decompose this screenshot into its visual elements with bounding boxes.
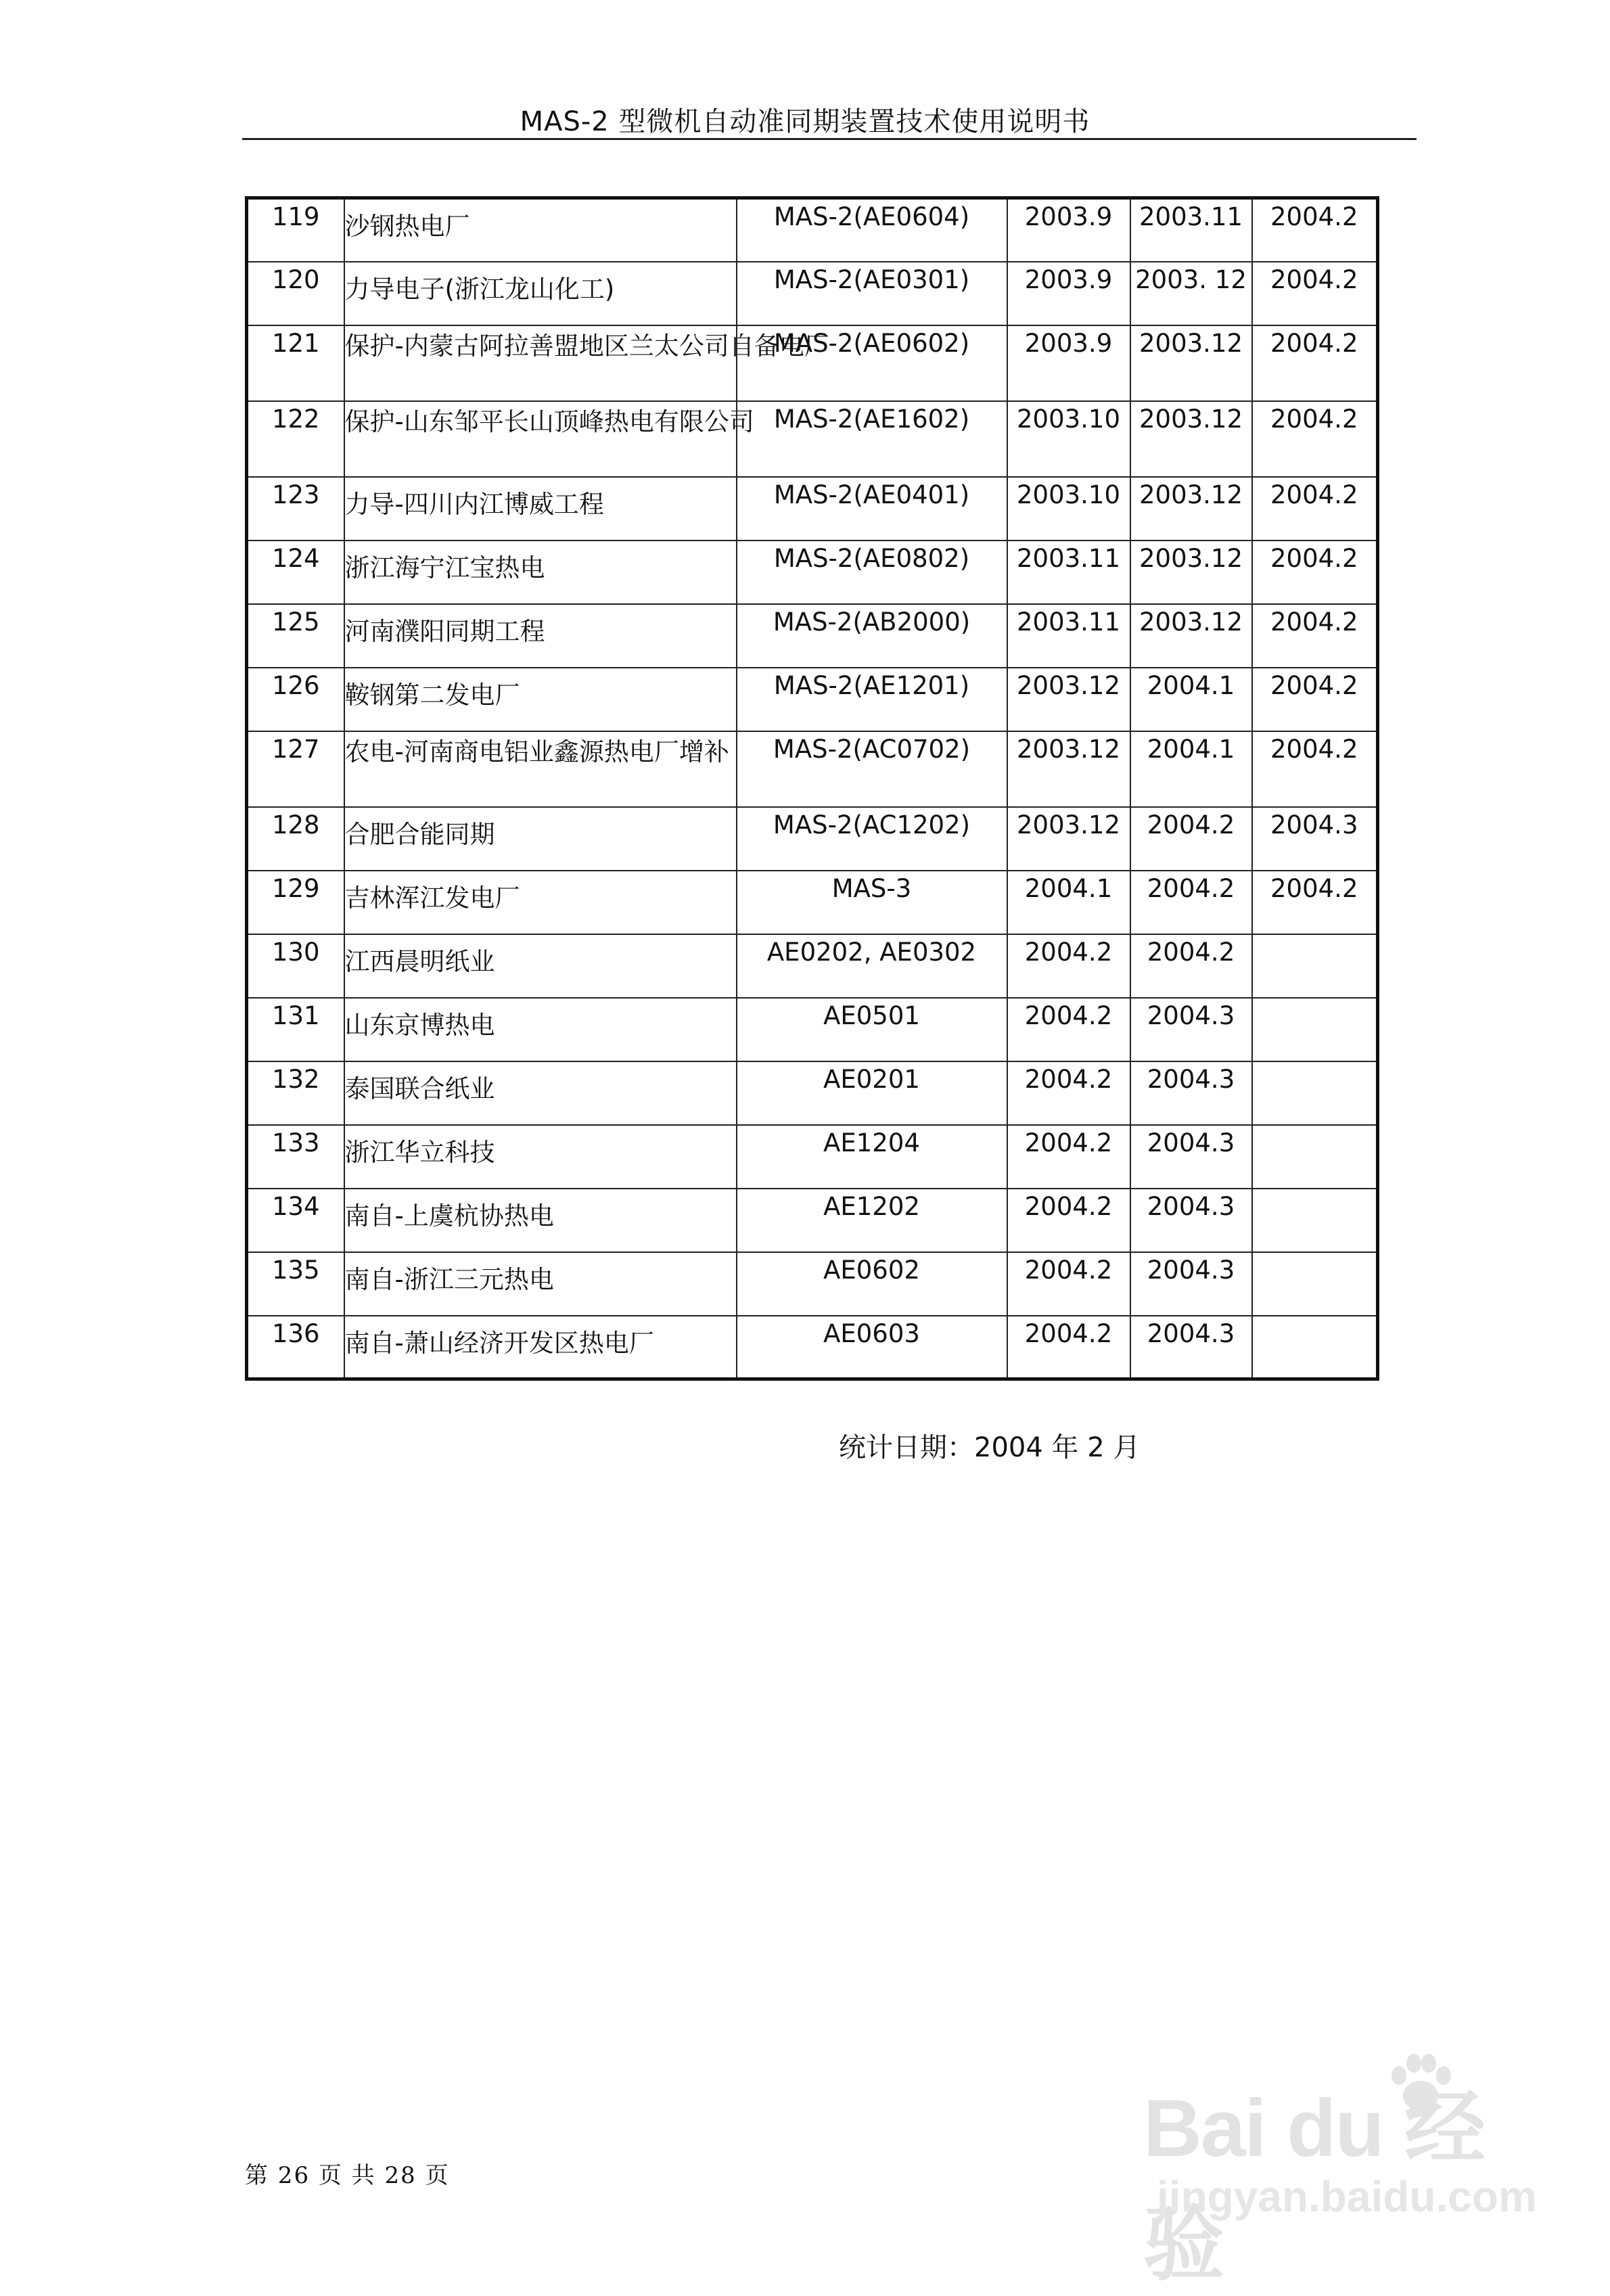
row-date-1: 2003.11 (1007, 604, 1130, 668)
table-row (247, 541, 1378, 604)
table-row (247, 871, 1378, 934)
statistics-date: 统计日期：2004 年 2 月 (839, 1432, 1141, 1463)
row-project-name: 保护-山东邹平长山顶峰热电有限公司 (344, 401, 737, 477)
row-date-2: 2004.2 (1130, 871, 1252, 934)
row-date-2: 2003. 12 (1130, 262, 1252, 325)
table-row (247, 1316, 1378, 1379)
row-number: 122 (247, 401, 344, 477)
row-device-model: MAS-2(AE0401) (737, 477, 1007, 541)
row-device-model: MAS-2(AE1602) (737, 401, 1007, 477)
row-device-model: MAS-2(AE0604) (737, 198, 1007, 262)
row-number: 127 (247, 731, 344, 807)
row-number: 132 (247, 1061, 344, 1125)
baidu-jingyan-watermark (1143, 2063, 1537, 2290)
row-date-1: 2004.2 (1007, 1061, 1130, 1125)
row-project-name: 江西晨明纸业 (344, 934, 737, 998)
row-device-model: AE0201 (737, 1061, 1007, 1125)
row-number: 130 (247, 934, 344, 998)
row-project-name: 山东京博热电 (344, 998, 737, 1061)
row-date-1: 2003.9 (1007, 262, 1130, 325)
table-row (247, 668, 1378, 731)
row-device-model: MAS-2(AE0301) (737, 262, 1007, 325)
row-date-1: 2004.2 (1007, 1125, 1130, 1189)
table-row (247, 807, 1378, 871)
table-row (247, 1189, 1378, 1252)
row-number: 133 (247, 1125, 344, 1189)
document-title: MAS-2 型微机自动准同期装置技术使用说明书 (520, 106, 1090, 137)
row-device-model: MAS-2(AE1201) (737, 668, 1007, 731)
row-date-3: 2004.2 (1252, 401, 1378, 477)
row-number: 121 (247, 325, 344, 401)
row-date-1: 2003.12 (1007, 668, 1130, 731)
row-date-3: 2004.2 (1252, 198, 1378, 262)
row-project-name: 吉林浑江发电厂 (344, 871, 737, 934)
row-number: 134 (247, 1189, 344, 1252)
table-row (247, 998, 1378, 1061)
row-device-model: MAS-2(AB2000) (737, 604, 1007, 668)
row-date-2: 2004.3 (1130, 998, 1252, 1061)
row-project-name: 沙钢热电厂 (344, 198, 737, 262)
row-number: 119 (247, 198, 344, 262)
row-device-model: AE1204 (737, 1125, 1007, 1189)
row-date-2: 2003.12 (1130, 477, 1252, 541)
row-project-name: 力导-四川内江博威工程 (344, 477, 737, 541)
row-device-model: AE0603 (737, 1316, 1007, 1379)
table-row (247, 1061, 1378, 1125)
row-date-3: 2004.2 (1252, 668, 1378, 731)
row-date-1: 2004.2 (1007, 934, 1130, 998)
row-number: 131 (247, 998, 344, 1061)
table-row (247, 477, 1378, 541)
row-project-name: 鞍钢第二发电厂 (344, 668, 737, 731)
row-date-1: 2003.10 (1007, 401, 1130, 477)
row-date-2: 2004.3 (1130, 1189, 1252, 1252)
watermark-url: jingyan.baidu.com (1157, 2172, 1537, 2221)
row-date-2: 2004.1 (1130, 668, 1252, 731)
row-date-1: 2003.11 (1007, 541, 1130, 604)
table-row (247, 262, 1378, 325)
row-number: 124 (247, 541, 344, 604)
row-project-name: 泰国联合纸业 (344, 1061, 737, 1125)
row-device-model: AE0501 (737, 998, 1007, 1061)
row-date-2: 2003.12 (1130, 541, 1252, 604)
row-number: 120 (247, 262, 344, 325)
row-device-model: AE0602 (737, 1252, 1007, 1316)
row-date-2: 2003.12 (1130, 325, 1252, 401)
row-device-model: MAS-2(AE0602) (737, 325, 1007, 401)
page-number: 第 26 页 共 28 页 (245, 2162, 450, 2189)
row-project-name: 农电-河南商电铝业鑫源热电厂增补 (344, 731, 737, 807)
row-date-2: 2003.12 (1130, 401, 1252, 477)
row-date-1: 2003.9 (1007, 325, 1130, 401)
row-date-1: 2004.2 (1007, 1189, 1130, 1252)
row-date-3: 2004.2 (1252, 262, 1378, 325)
row-date-3: 2004.2 (1252, 731, 1378, 807)
table-row (247, 1252, 1378, 1316)
table-row (247, 604, 1378, 668)
header-divider (242, 138, 1417, 140)
row-device-model: MAS-2(AE0802) (737, 541, 1007, 604)
row-date-3 (1252, 1252, 1378, 1316)
watermark-brand: Bai du 经验 (1143, 2083, 1485, 2290)
row-device-model: AE1202 (737, 1189, 1007, 1252)
row-date-2: 2003.12 (1130, 604, 1252, 668)
row-date-1: 2003.10 (1007, 477, 1130, 541)
row-date-3 (1252, 1125, 1378, 1189)
row-number: 135 (247, 1252, 344, 1316)
row-date-2: 2004.2 (1130, 934, 1252, 998)
table-row (247, 198, 1378, 262)
row-date-3 (1252, 998, 1378, 1061)
row-date-3: 2004.3 (1252, 807, 1378, 871)
row-device-model: MAS-2(AC0702) (737, 731, 1007, 807)
row-project-name: 保护-内蒙古阿拉善盟地区兰太公司自备电厂 (344, 325, 737, 401)
row-number: 128 (247, 807, 344, 871)
row-date-1: 2003.12 (1007, 731, 1130, 807)
row-device-model: MAS-2(AC1202) (737, 807, 1007, 871)
table-row (247, 1125, 1378, 1189)
row-project-name: 浙江海宁江宝热电 (344, 541, 737, 604)
table-row (247, 934, 1378, 998)
row-date-3: 2004.2 (1252, 325, 1378, 401)
row-device-model: MAS-3 (737, 871, 1007, 934)
row-date-2: 2004.3 (1130, 1125, 1252, 1189)
row-number: 136 (247, 1316, 344, 1379)
row-date-2: 2004.1 (1130, 731, 1252, 807)
row-device-model: AE0202, AE0302 (737, 934, 1007, 998)
row-date-3 (1252, 1316, 1378, 1379)
row-date-3 (1252, 1189, 1378, 1252)
row-date-3: 2004.2 (1252, 477, 1378, 541)
installation-record-table (245, 196, 1379, 1381)
row-date-2: 2003.11 (1130, 198, 1252, 262)
row-number: 126 (247, 668, 344, 731)
row-date-3: 2004.2 (1252, 604, 1378, 668)
row-date-2: 2004.2 (1130, 807, 1252, 871)
row-date-2: 2004.3 (1130, 1252, 1252, 1316)
row-date-1: 2004.2 (1007, 998, 1130, 1061)
row-date-1: 2004.2 (1007, 1316, 1130, 1379)
row-project-name: 浙江华立科技 (344, 1125, 737, 1189)
row-number: 123 (247, 477, 344, 541)
row-date-1: 2003.9 (1007, 198, 1130, 262)
row-date-3 (1252, 934, 1378, 998)
row-date-1: 2003.12 (1007, 807, 1130, 871)
table-row (247, 731, 1378, 807)
row-number: 129 (247, 871, 344, 934)
table-row (247, 401, 1378, 477)
row-number: 125 (247, 604, 344, 668)
table-row (247, 325, 1378, 401)
row-date-3 (1252, 1061, 1378, 1125)
row-project-name: 合肥合能同期 (344, 807, 737, 871)
row-project-name: 力导电子(浙江龙山化工) (344, 262, 737, 325)
row-project-name: 南自-萧山经济开发区热电厂 (344, 1316, 737, 1379)
row-date-2: 2004.3 (1130, 1316, 1252, 1379)
row-project-name: 南自-上虞杭协热电 (344, 1189, 737, 1252)
row-project-name: 河南濮阳同期工程 (344, 604, 737, 668)
row-date-1: 2004.1 (1007, 871, 1130, 934)
row-date-3: 2004.2 (1252, 541, 1378, 604)
row-date-3: 2004.2 (1252, 871, 1378, 934)
row-date-1: 2004.2 (1007, 1252, 1130, 1316)
row-project-name: 南自-浙江三元热电 (344, 1252, 737, 1316)
row-date-2: 2004.3 (1130, 1061, 1252, 1125)
